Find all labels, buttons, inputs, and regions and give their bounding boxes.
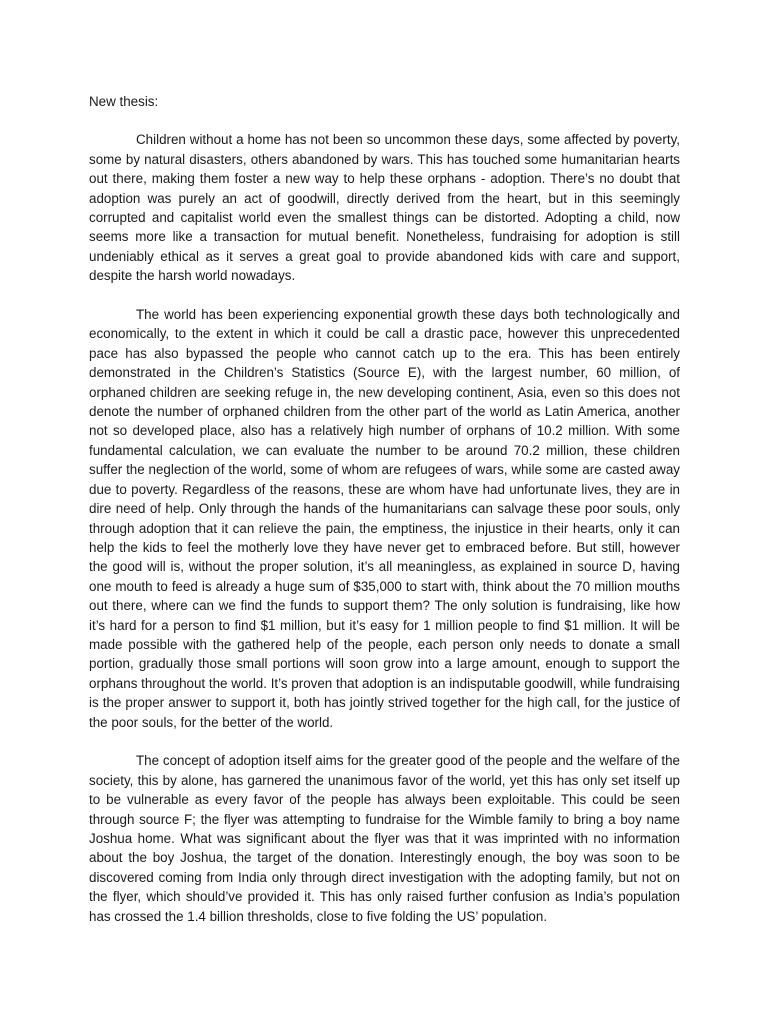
paragraph-1: Children without a home has not been so uncommon these days, some affected by poverty, some by natural disasters, others abandoned by wars. This has touched some humanitarian hearts out there, making them foster a new way to help these orphans - adoption. There’s no doubt that adoption was purely an act of goodwill, directly derived from the heart, but in this seemingly corrupted and capitalist world even the smallest things can be distorted. Adopting a child, now seems more like a transaction for mutual benefit. Nonetheless, fundraising for adoption is still undeniably ethical as it serves a great goal to provide abandoned kids with care and support, despite the harsh world nowadays. [89,132,680,284]
document-heading: New thesis: [89,94,159,109]
paragraph-2: The world has been experiencing exponential growth these days both technologically and economically, to the extent in which it could be call a drastic pace, however this unprecedented pace has also bypassed the people who cannot catch up to the era. This has been entirely demonstrated in the Children’s Statistics (Source E), with the largest number, 60 million, of orphaned children are seeking refuge in, the new developing continent, Asia, even so this does not denote the number of orphaned children from the other part of the world as Latin America, another not so developed place, also has a relatively high number of orphans of 10.2 million. With some fundamental calculation, we can evaluate the number to be around 70.2 million, these children suffer the neglection of the world, some of whom are refugees of wars, while some are casted away due to poverty. Regardless of the reasons, these are whom have had unfortunate lives, they are in dire need of help. Only through the hands of the humanitarians can salvage these poor souls, only through adoption that it can relieve the pain, the emptiness, the injustice in their hearts, only it can help the kids to feel the motherly love they have never get to embraced before. But still, however the good will is, without the proper solution, it’s all meaningless, as explained in source D, having one mouth to feed is already a huge sum of $35,000 to start with, think about the 70 million mouths out there, where can we find the funds to support them? The only solution is fundraising, like how it’s hard for a person to find $1 million, but it’s easy for 1 million people to find $1 million. It will be made possible with the gathered help of the people, each person only needs to donate a small portion, gradually those small portions will soon grow into a large amount, enough to support the orphans throughout the world. It’s proven that adoption is an indisputable goodwill, while fundraising is the proper answer to support it, both has jointly strived together for the high call, for the justice of the poor souls, for the better of the world. [89,307,680,730]
paragraph-3: The concept of adoption itself aims for the greater good of the people and the welfare of the society, this by alone, has garnered the unanimous favor of the world, yet this has only set itself up to be vulnerable as every favor of the people has always been exploitable. This could be seen through source F; the flyer was attempting to fundraise for the Wimble family to bring a boy name Joshua home. What was significant about the flyer was that it was imprinted with no information about the boy Joshua, the target of the donation. Interestingly enough, the boy was soon to be discovered coming from India only through direct investigation with the adopting family, but not on the flyer, which should’ve provided it. This has only raised further confusion as India’s population has crossed the 1.4 billion thresholds, close to five folding the US’ population. [89,753,680,924]
